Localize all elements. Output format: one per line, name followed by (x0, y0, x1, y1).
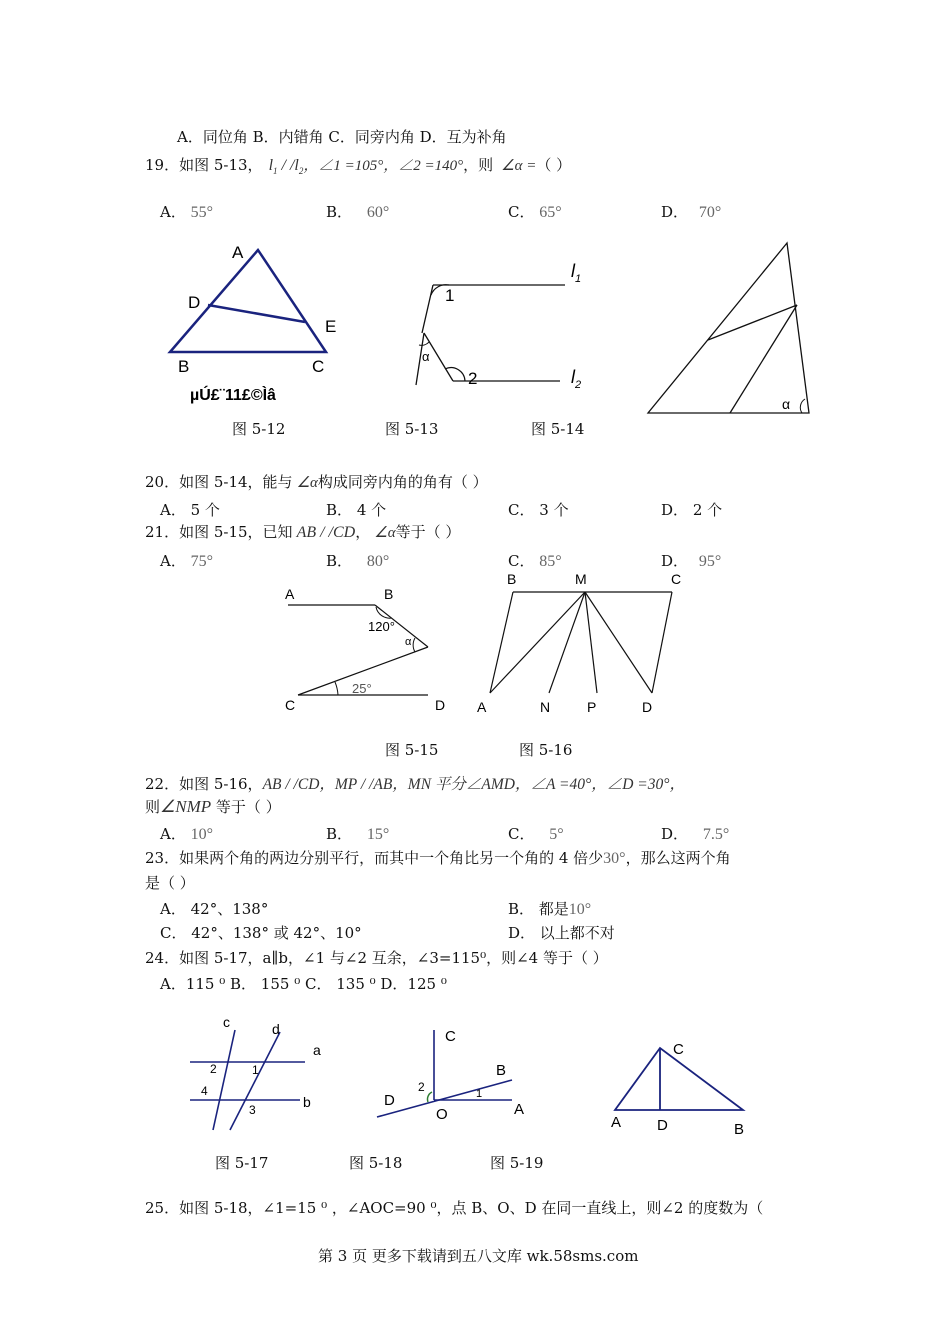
q21-opt-c: C． 85° (508, 552, 562, 570)
q19-cond: ，∠1 =105°，∠2 =140° (303, 158, 464, 174)
fig518-label-o: O (436, 1106, 448, 1123)
fig512-label-e: E (325, 317, 337, 336)
q22-opt-d: D． 7.5° (661, 825, 730, 843)
fig515-label-b: B (384, 586, 394, 602)
q21-opt-b: B． 80° (326, 552, 390, 570)
caption-fig-5-14: 图 5-14 (531, 420, 585, 438)
q21-opt-d: D． 95° (661, 552, 722, 570)
q23-line2: 是（ ） (145, 874, 195, 892)
fig517-label-b: b (303, 1094, 311, 1110)
q21-stem: 21．如图 5-15，已知 AB / /CD， ∠α等于（ ） (145, 523, 461, 541)
fig516-label-m: M (575, 571, 587, 587)
fig518-label-a: A (514, 1101, 525, 1118)
q23-opt-a: A． 42°、138° (160, 900, 269, 918)
segment-de (208, 305, 305, 322)
figure-5-14 (640, 235, 820, 415)
q22-stem: 22．如图 5-16，AB / /CD，MP / /AB，MN 平分∠AMD，∠A =40°，∠D =30°， (145, 775, 685, 793)
fig517-label-d: d (272, 1021, 280, 1037)
fig518-label-d: D (384, 1092, 395, 1109)
figure-5-12 (160, 240, 360, 410)
fig516-label-d: D (642, 699, 653, 715)
fig517-label-a: a (313, 1042, 321, 1058)
fig515-label-a: A (285, 586, 295, 602)
figure-5-18 (372, 1025, 542, 1135)
figure-5-19 (605, 1030, 765, 1150)
caption-fig-5-13: 图 5-13 (385, 420, 439, 438)
line-c (213, 1030, 235, 1130)
fig517-angle-4: 4 (201, 1084, 208, 1098)
q19-stem: 19．如图 5-13， $l_1 / /l_2$，∠1 =105°，∠2 =140°，则 ∠α =（ ） (145, 156, 572, 177)
fig513-angle-2: 2 (468, 369, 478, 388)
fig518-label-c: C (445, 1028, 456, 1045)
fig516-label-n: N (540, 699, 551, 715)
caption-fig-5-15: 图 5-15 (385, 741, 439, 759)
fig513-alpha: α (422, 349, 430, 364)
fig517-angle-2: 2 (210, 1062, 217, 1076)
fig517-angle-1: 1 (252, 1063, 259, 1077)
caption-fig-5-19: 图 5-19 (490, 1154, 544, 1172)
q19-opt-a: A． 55° (160, 203, 214, 221)
q20-opt-b: B． 4 个 (326, 501, 387, 519)
q22-opt-c: C． 5° (508, 825, 564, 843)
figure-5-15 (280, 585, 470, 715)
fig513-l1: $l_1$ (571, 261, 582, 285)
q19-opt-c: C． 65° (508, 203, 562, 221)
q19-opt-c-value: 65° (539, 204, 562, 221)
fig516-label-b: B (507, 571, 517, 587)
q20-ask: ∠α (296, 475, 318, 491)
q20-opt-a: A． 5 个 (160, 501, 220, 519)
fig515-alpha: α (405, 636, 412, 648)
figure-5-17 (185, 1012, 345, 1142)
q19-paren: （ ） (536, 156, 572, 174)
fig512-garbled-caption: µÚ£¨11£©Ìâ (190, 387, 276, 404)
caption-fig-5-16: 图 5-16 (519, 741, 573, 759)
fig519-label-b: B (734, 1121, 745, 1138)
q23-value: 30° (603, 850, 626, 867)
q21-opt-a: A． 75° (160, 552, 214, 570)
q19-prefix: 19．如图 5-13， (145, 156, 263, 174)
fig514-alpha: α (782, 396, 791, 412)
q18-options: A．同位角 B．内错角 C．同旁内角 D．互为补角 (177, 128, 507, 146)
q19-opt-d: D． 70° (661, 203, 722, 221)
segment-mn (549, 592, 585, 693)
q22-line2: 则∠NMP 等于（ ） (145, 797, 281, 816)
fig516-label-c: C (671, 571, 682, 587)
fig513-angle-1: 1 (445, 286, 455, 305)
q23-opt-b: B． 都是10° (508, 900, 592, 918)
figure-5-16 (470, 568, 690, 718)
fig513-l2: $l_2$ (571, 367, 582, 391)
fig516-label-p: P (587, 699, 597, 715)
q24-options: A．115 ⁰ B． 155 ⁰ C． 135 ⁰ D．125 ⁰ (160, 975, 447, 993)
q23-line1: 23．如果两个角的两边分别平行，而其中一个角比另一个角的 4 倍少30°，那么这两个角 (145, 849, 731, 867)
q19-opt-b: B． 60° (326, 203, 390, 221)
fig519-label-a: A (611, 1114, 622, 1131)
q20-stem: 20．如图 5-14，能与 ∠α构成同旁内角的角有（ ） (145, 473, 488, 491)
q19-opt-a-value: 55° (190, 204, 214, 221)
fig519-label-d: D (657, 1117, 668, 1134)
fig518-angle-1: 1 (476, 1088, 483, 1100)
page-footer: 第 3 页 更多下载请到五八文库 wk.58sms.com (318, 1247, 639, 1265)
fig512-label-d: D (188, 293, 201, 312)
fig515-angle-25: 25° (352, 681, 372, 696)
q23-opt-d: D． 以上都不对 (508, 924, 615, 942)
fig512-label-b: B (178, 357, 190, 376)
triangle-514 (648, 243, 809, 413)
q22-ask: ∠NMP (160, 797, 212, 816)
q22-opt-b: B． 15° (326, 825, 390, 843)
q20-opt-c: C． 3 个 (508, 501, 569, 519)
q24-stem: 24．如图 5-17，a∥b，∠1 与∠2 互余，∠3=115⁰，则∠4 等于（ ） (145, 949, 608, 967)
q22-opt-a: A． 10° (160, 825, 214, 843)
fig512-label-c: C (312, 357, 325, 376)
fig518-angle-2: 2 (418, 1080, 425, 1094)
fig512-label-a: A (232, 243, 244, 262)
q25-stem: 25．如图 5-18，∠1=15 ⁰ ，∠AOC=90 ⁰，点 B、O、D 在同一直线上，则∠2 的度数为（ (145, 1199, 764, 1217)
fig517-angle-3: 3 (249, 1103, 256, 1117)
fig515-label-c: C (285, 697, 296, 713)
q20-opt-d: D． 2 个 (661, 501, 723, 519)
q19-opt-d-value: 70° (698, 204, 722, 221)
caption-fig-5-12: 图 5-12 (232, 420, 286, 438)
q23-opt-c: C． 42°、138° 或 42°、10° (160, 924, 362, 942)
fig518-label-b: B (496, 1062, 507, 1079)
q19-ask: ∠α = (501, 158, 537, 174)
q22-cond: AB / /CD，MP / /AB，MN 平分∠AMD，∠A =40°，∠D =30°， (262, 776, 685, 793)
fig517-label-c: c (223, 1014, 230, 1030)
q19-l1: l (268, 157, 274, 174)
q19-opt-b-value: 60° (366, 204, 390, 221)
segment-ma (490, 592, 585, 693)
fig515-angle-120: 120° (368, 619, 395, 634)
fig519-label-c: C (673, 1041, 684, 1058)
q21-cond: AB / /CD (296, 524, 356, 541)
figure-5-13 (405, 255, 605, 405)
fig516-label-a: A (477, 699, 487, 715)
caption-fig-5-17: 图 5-17 (215, 1154, 269, 1172)
q19-then: ，则 (463, 156, 494, 174)
caption-fig-5-18: 图 5-18 (349, 1154, 403, 1172)
fig515-label-d: D (435, 697, 446, 713)
